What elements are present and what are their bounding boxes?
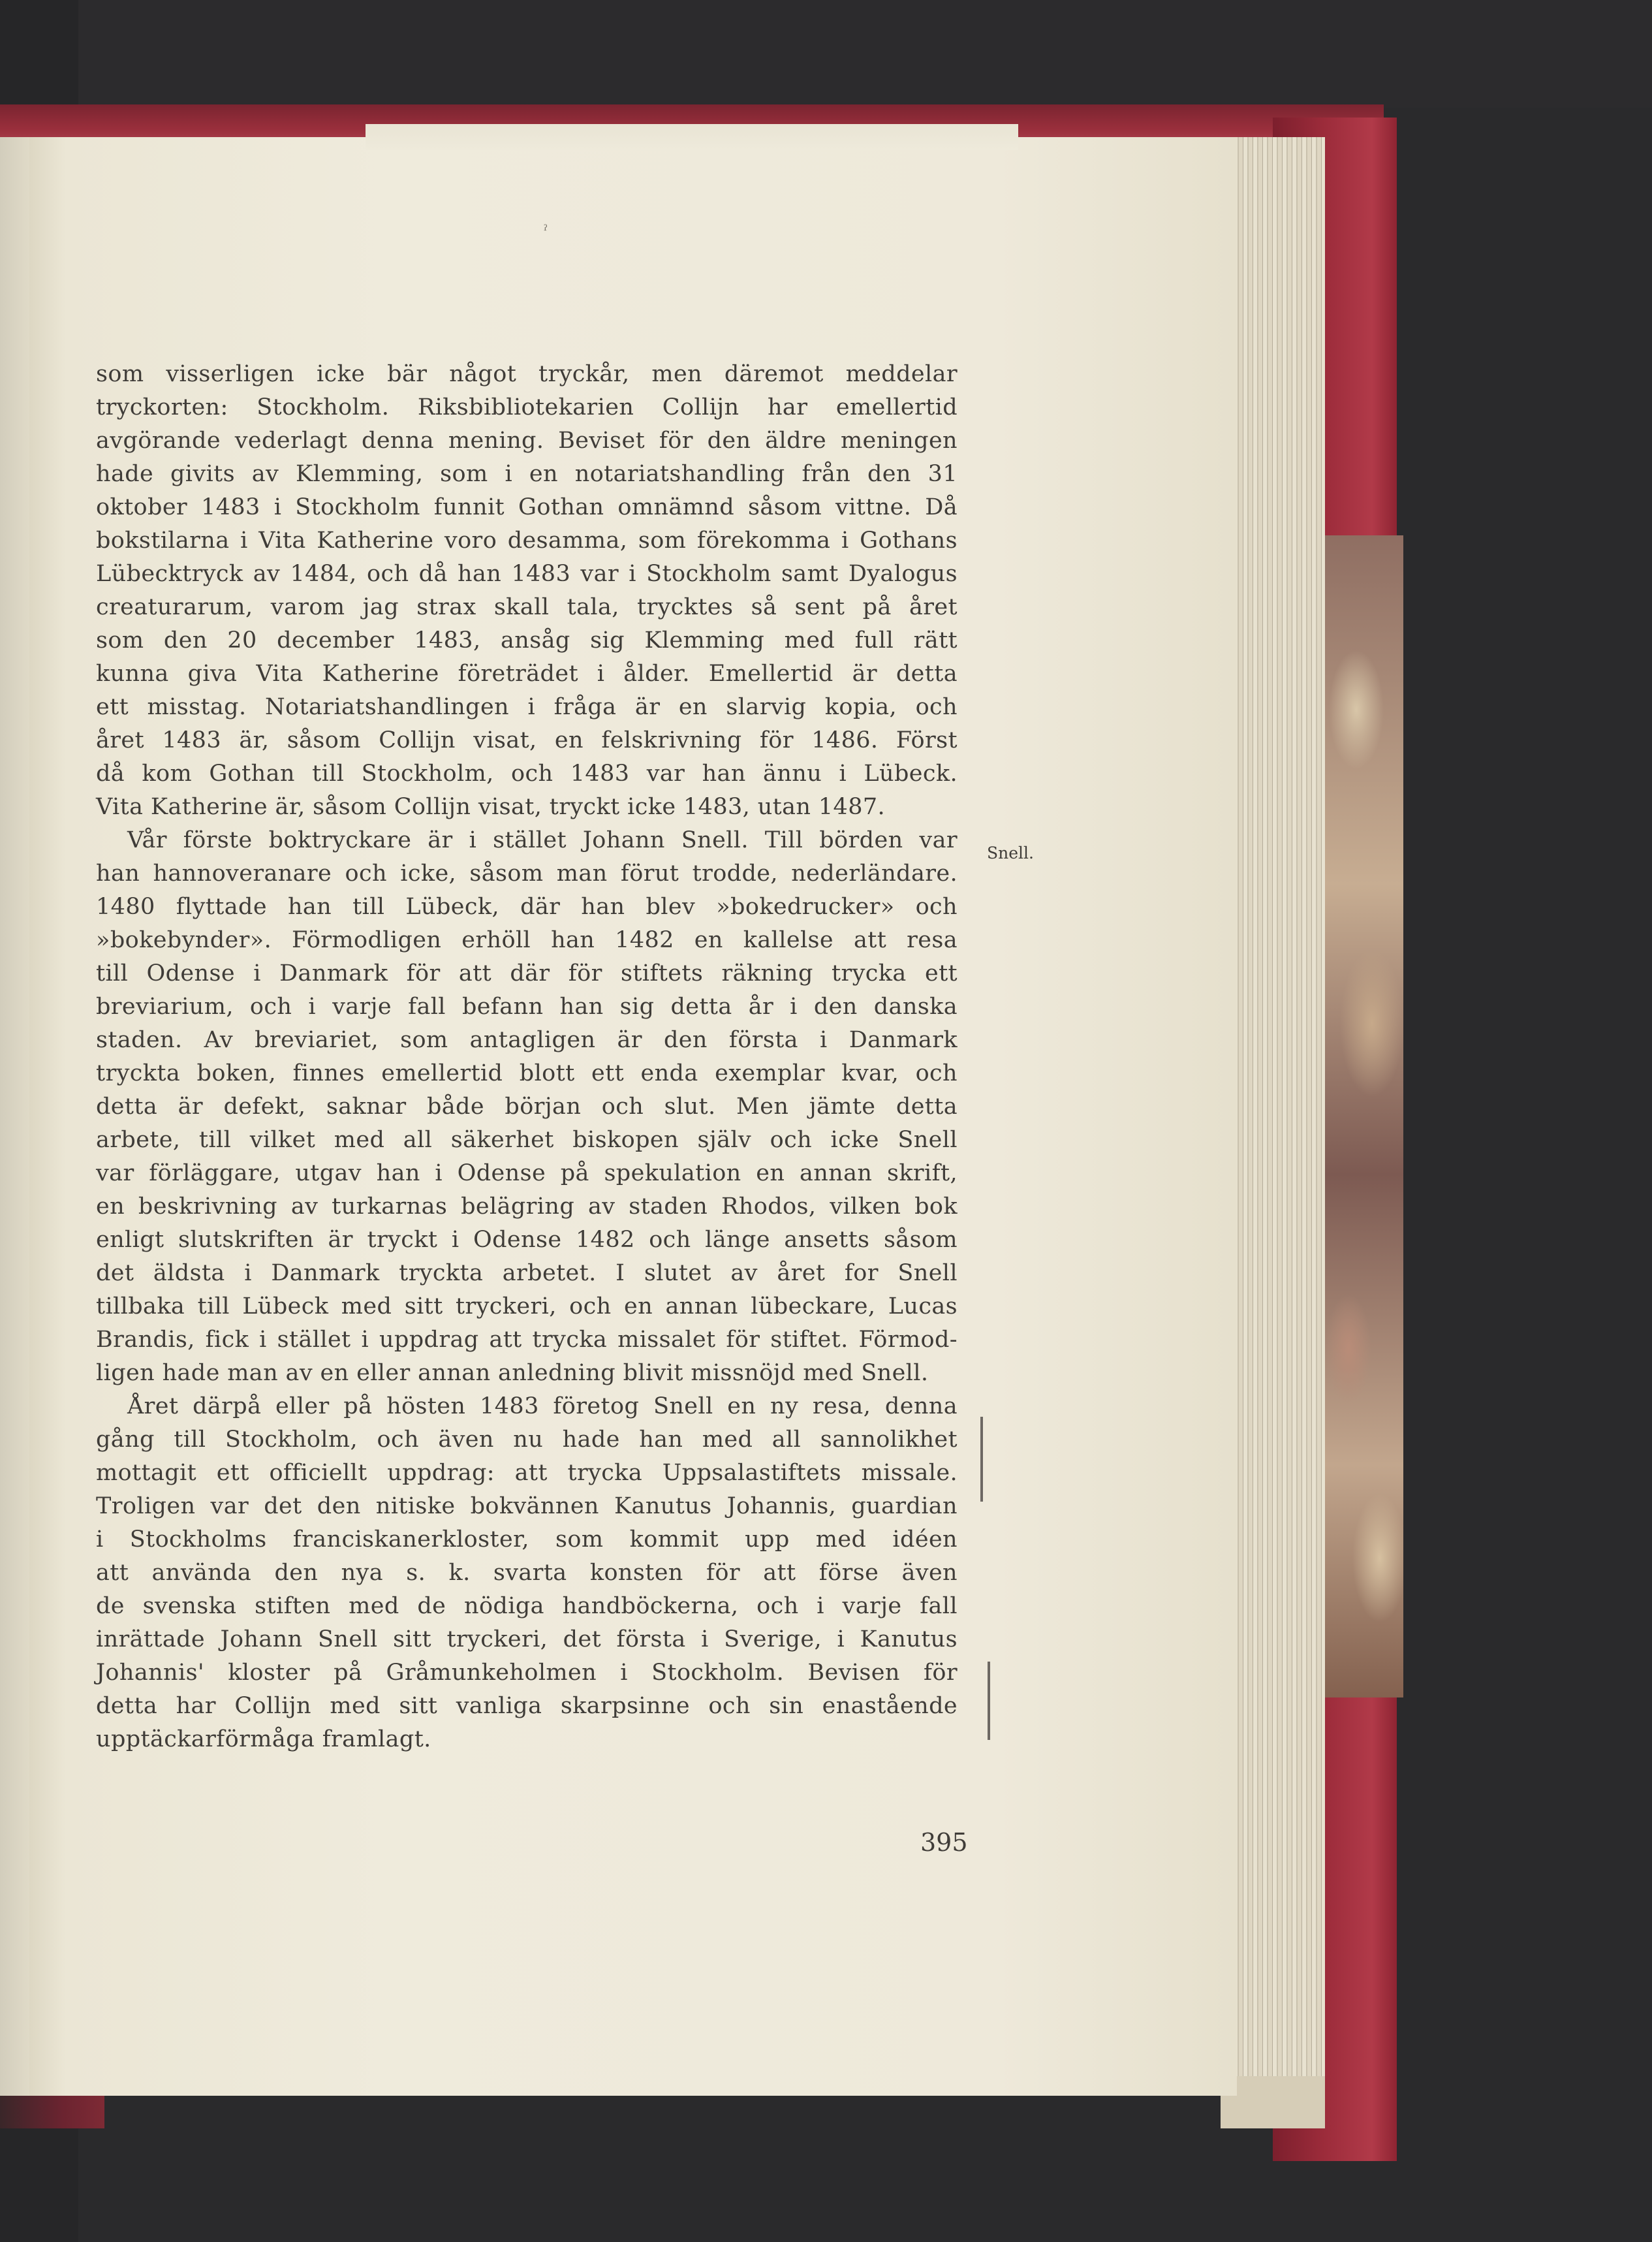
text-line: hade givits av Klemming, som i en notariatshandling från den 31 bbox=[96, 461, 958, 487]
text-line: detta har Collijn med sitt vanliga skarpsinne och sin enastående bbox=[96, 1693, 958, 1719]
marbled-edge bbox=[1325, 535, 1403, 1697]
text-line: breviarium, och i varje fall befann han sig detta år i den danska bbox=[96, 994, 958, 1020]
text-line: Året därpå eller på hösten 1483 företog Snell en ny resa, denna bbox=[127, 1393, 958, 1419]
text-line: enligt slutskriften är tryckt i Odense 1482 och länge ansetts såsom bbox=[96, 1227, 958, 1253]
text-line: i Stockholms franciskanerkloster, som kommit upp med idéen bbox=[96, 1526, 958, 1553]
body-text bbox=[96, 358, 958, 1756]
text-line: arbete, till vilket med all säkerhet biskopen själv och icke Snell bbox=[96, 1127, 958, 1153]
pencil-mark bbox=[980, 1417, 983, 1502]
text-line: året 1483 är, såsom Collijn visat, en felskrivning för 1486. Först bbox=[96, 727, 958, 753]
text-line: han hannoveranare och icke, såsom man förut trodde, nederländare. bbox=[96, 860, 958, 887]
text-line: Brandis, fick i stället i uppdrag att trycka missalet för stiftet. Förmod- bbox=[96, 1327, 958, 1353]
text-line: upptäckarförmåga framlagt. bbox=[96, 1726, 431, 1752]
text-line: ligen hade man av en eller annan anledning blivit missnöjd med Snell. bbox=[96, 1360, 929, 1386]
text-line: de svenska stiften med de nödiga handböckerna, och i varje fall bbox=[96, 1593, 958, 1619]
page-edges bbox=[1234, 137, 1325, 2128]
text-line: mottagit ett officiellt uppdrag: att trycka Uppsalastiftets missale. bbox=[96, 1460, 958, 1486]
text-line: tryckorten: Stockholm. Riksbibliotekarien Collijn har emellertid bbox=[96, 394, 958, 420]
text-line: Vår förste boktryckare är i stället Johann Snell. Till börden var bbox=[127, 827, 958, 853]
text-line: att använda den nya s. k. svarta konsten för att förse även bbox=[96, 1560, 958, 1586]
text-line: »bokebynder». Förmodligen erhöll han 1482 en kallelse att resa bbox=[96, 927, 958, 953]
text-line: creaturarum, varom jag strax skall tala, trycktes så sent på året bbox=[96, 594, 958, 620]
ink-speck: ˀ bbox=[544, 223, 548, 240]
text-line: detta är defekt, saknar både början och slut. Men jämte detta bbox=[96, 1094, 958, 1120]
text-line: gång till Stockholm, och även nu hade han med all sannolikhet bbox=[96, 1427, 958, 1453]
text-line: var förläggare, utgav han i Odense på spekulation en annan skrift, bbox=[96, 1160, 958, 1186]
text-line: Lübecktryck av 1484, och då han 1483 var i Stockholm samt Dyalogus bbox=[96, 561, 958, 587]
text-line: då kom Gothan till Stockholm, och 1483 var han ännu i Lübeck. bbox=[96, 761, 958, 787]
text-line: till Odense i Danmark för att där för stiftets räkning trycka ett bbox=[96, 960, 958, 987]
text-line: Johannis' kloster på Gråmunkeholmen i Stockholm. Bevisen för bbox=[96, 1660, 958, 1686]
text-line: som den 20 december 1483, ansåg sig Klemming med full rätt bbox=[96, 627, 958, 654]
pencil-mark bbox=[988, 1662, 990, 1740]
page-number: 395 bbox=[920, 1828, 968, 1857]
text-line: 1480 flyttade han till Lübeck, där han blev »bokedrucker» och bbox=[96, 894, 958, 920]
text-line: oktober 1483 i Stockholm funnit Gothan omnämnd såsom vittne. Då bbox=[96, 494, 958, 520]
page-top bbox=[366, 124, 1018, 150]
text-line: Troligen var det den nitiske bokvännen Kanutus Johannis, guardian bbox=[96, 1493, 958, 1519]
text-line: tryckta boken, finnes emellertid blott ett enda exemplar kvar, och bbox=[96, 1060, 958, 1086]
text-line: inrättade Johann Snell sitt tryckeri, det första i Sverige, i Kanutus bbox=[96, 1626, 958, 1652]
text-line: kunna giva Vita Katherine företrädet i ålder. Emellertid är detta bbox=[96, 661, 958, 687]
text-line: avgörande vederlagt denna mening. Beviset för den äldre meningen bbox=[96, 428, 958, 454]
margin-note: Snell. bbox=[987, 844, 1034, 862]
text-line: en beskrivning av turkarnas belägring av staden Rhodos, vilken bok bbox=[96, 1193, 958, 1220]
background-top bbox=[0, 0, 1652, 108]
text-line: ett misstag. Notariatshandlingen i fråga är en slarvig kopia, och bbox=[96, 694, 958, 720]
text-line: tillbaka till Lübeck med sitt tryckeri, och en annan lübeckare, Lucas bbox=[96, 1293, 958, 1319]
text-line: staden. Av breviariet, som antagligen är den första i Danmark bbox=[96, 1027, 958, 1053]
text-line: som visserligen icke bär något tryckår, men däremot meddelar bbox=[96, 361, 958, 387]
text-line: Vita Katherine är, såsom Collijn visat, tryckt icke 1483, utan 1487. bbox=[96, 794, 886, 820]
text-line: det äldsta i Danmark tryckta arbetet. I slutet av året for Snell bbox=[96, 1260, 958, 1286]
text-line: bokstilarna i Vita Katherine voro desamma, som förekomma i Gothans bbox=[96, 528, 958, 554]
